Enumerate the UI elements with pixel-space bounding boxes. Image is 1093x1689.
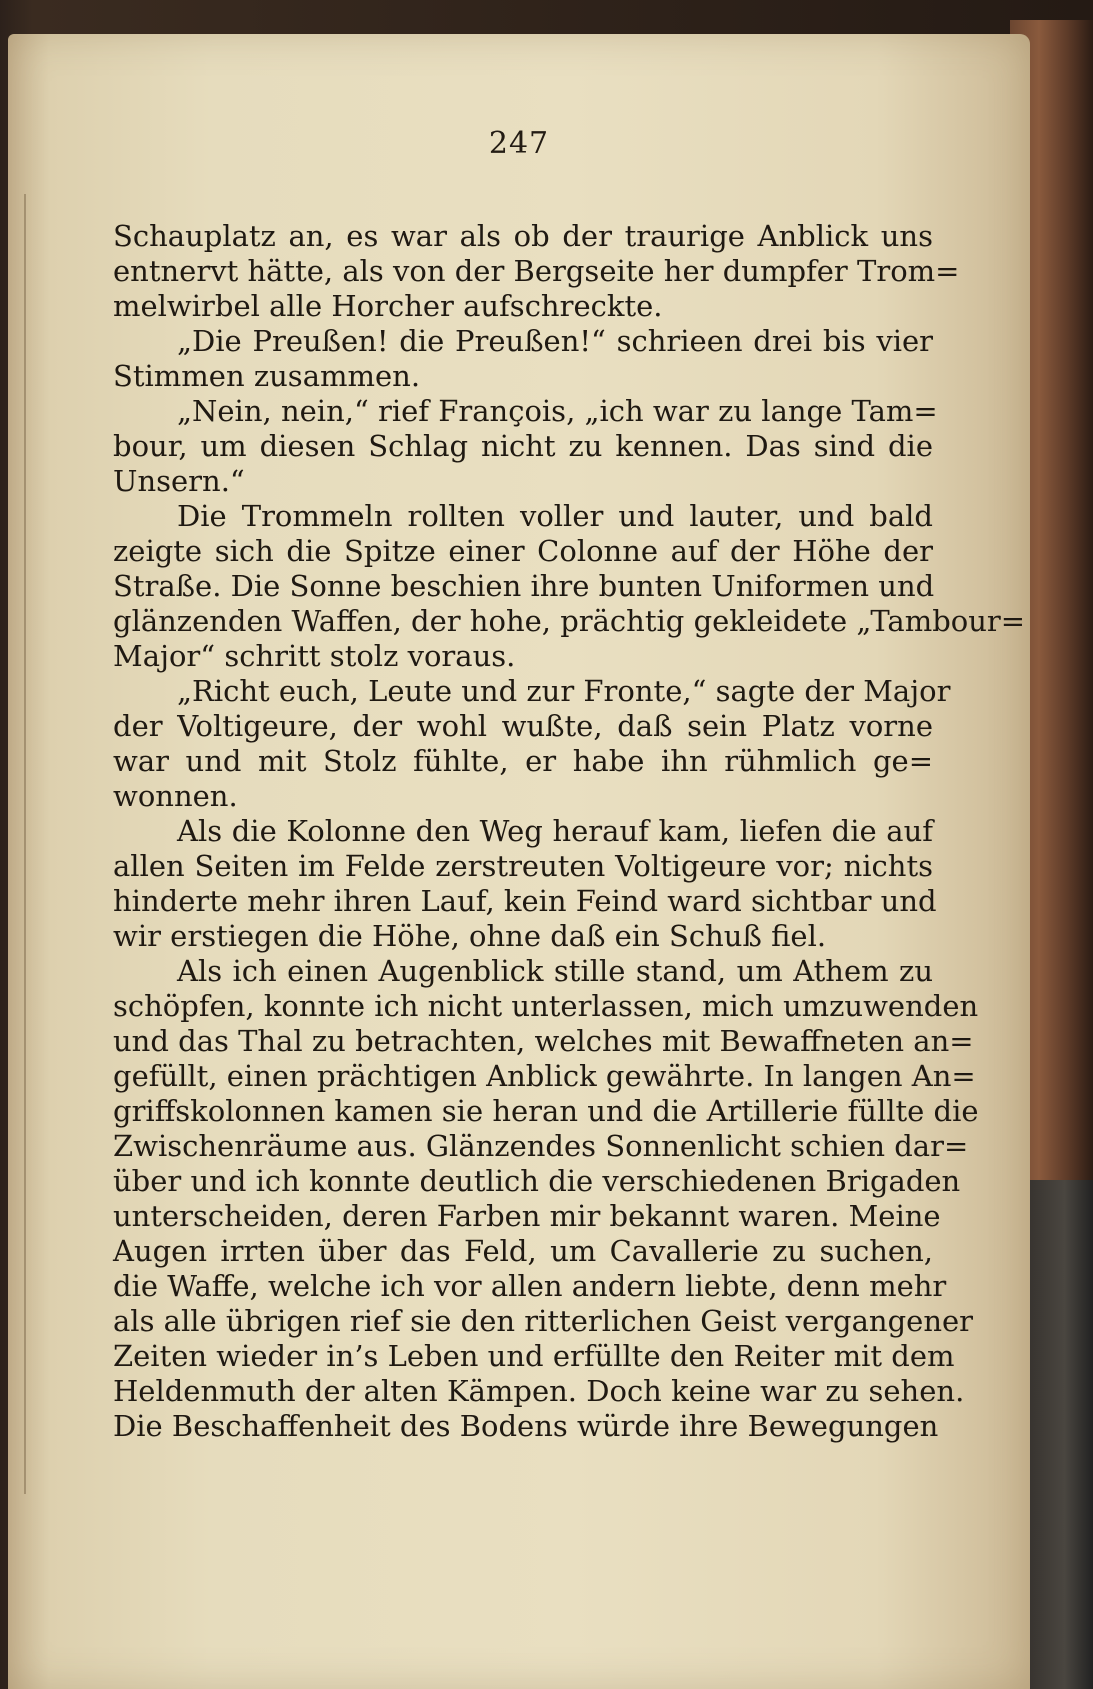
book-page bbox=[8, 34, 1030, 1689]
text-line: Unsern.“ bbox=[113, 464, 245, 498]
text-line: entnervt hätte, als von der Bergseite her dumpfer Trom= bbox=[113, 254, 960, 288]
text-line: gefüllt, einen prächtigen Anblick gewährte. In langen An= bbox=[113, 1059, 976, 1093]
text-line: Schauplatz an, es war als ob der traurige Anblick uns bbox=[113, 219, 933, 253]
text-line: Als ich einen Augenblick stille stand, um Athem zu bbox=[177, 954, 933, 988]
text-line: „Nein, nein,“ rief François, „ich war zu lange Tam= bbox=[177, 394, 938, 428]
text-line: Zeiten wieder in’s Leben und erfüllte den Reiter mit dem bbox=[113, 1339, 955, 1373]
text-line: griffskolonnen kamen sie heran und die Artillerie füllte die bbox=[113, 1094, 979, 1128]
text-line: allen Seiten im Felde zerstreuten Voltigeure vor; nichts bbox=[113, 849, 933, 883]
text-line: bour, um diesen Schlag nicht zu kennen. Das sind die bbox=[113, 429, 933, 463]
text-line: hinderte mehr ihren Lauf, kein Feind ward sichtbar und bbox=[113, 884, 937, 918]
text-line: die Waffe, welche ich vor allen andern liebte, denn mehr bbox=[113, 1269, 947, 1303]
book-corner-cloth bbox=[1022, 1180, 1093, 1689]
text-line: zeigte sich die Spitze einer Colonne auf der Höhe der bbox=[113, 534, 933, 568]
text-line: über und ich konnte deutlich die verschiedenen Brigaden bbox=[113, 1164, 961, 1198]
text-line: „Richt euch, Leute und zur Fronte,“ sagte der Major bbox=[177, 674, 951, 708]
text-line: als alle übrigen rief sie den ritterlichen Geist vergangener bbox=[113, 1304, 974, 1338]
text-line: der Voltigeure, der wohl wußte, daß sein Platz vorne bbox=[113, 709, 933, 743]
text-line: „Die Preußen! die Preußen!“ schrieen drei bis vier bbox=[177, 324, 933, 358]
text-line: und das Thal zu betrachten, welches mit Bewaffneten an= bbox=[113, 1024, 974, 1058]
text-line: glänzenden Waffen, der hohe, prächtig gekleidete „Tambour= bbox=[113, 604, 1026, 638]
text-line: unterscheiden, deren Farben mir bekannt waren. Meine bbox=[113, 1199, 941, 1233]
body-text bbox=[113, 219, 1026, 1444]
text-line: Zwischenräume aus. Glänzendes Sonnenlicht schien dar= bbox=[113, 1129, 969, 1163]
text-line: Stimmen zusammen. bbox=[113, 359, 421, 393]
text-line: Die Beschaffenheit des Bodens würde ihre Bewegungen bbox=[113, 1409, 939, 1443]
text-line: Die Trommeln rollten voller und lauter, und bald bbox=[177, 499, 933, 533]
text-line: melwirbel alle Horcher aufschreckte. bbox=[113, 289, 663, 323]
text-line: Augen irrten über das Feld, um Cavallerie zu suchen, bbox=[113, 1234, 933, 1268]
text-line: Straße. Die Sonne beschien ihre bunten Uniformen und bbox=[113, 569, 935, 603]
text-line: wonnen. bbox=[113, 779, 238, 813]
text-line: war und mit Stolz fühlte, er habe ihn rühmlich ge= bbox=[113, 744, 933, 778]
text-line: Major“ schritt stolz voraus. bbox=[113, 639, 516, 673]
page-number: 247 bbox=[488, 126, 550, 161]
text-line: Als die Kolonne den Weg herauf kam, liefen die auf bbox=[177, 814, 933, 848]
text-line: Heldenmuth der alten Kämpen. Doch keine war zu sehen. bbox=[113, 1374, 965, 1408]
page-gutter-shadow bbox=[24, 194, 26, 1494]
text-line: schöpfen, konnte ich nicht unterlassen, mich umzuwenden bbox=[113, 989, 979, 1023]
text-line: wir erstiegen die Höhe, ohne daß ein Schuß fiel. bbox=[113, 919, 827, 953]
